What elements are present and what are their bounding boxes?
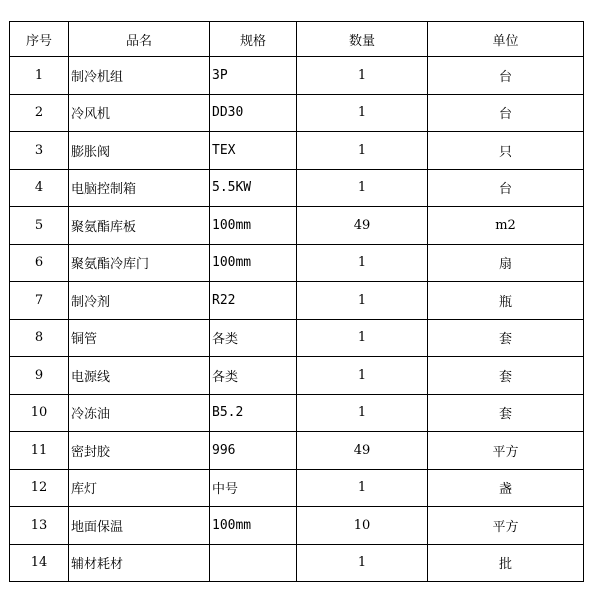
cell-product-name: 铜管 — [69, 319, 210, 357]
cell-quantity: 1 — [297, 394, 428, 432]
cell-unit: 台 — [428, 94, 584, 132]
header-unit: 单位 — [428, 22, 584, 57]
cell-specification: 5.5KW — [210, 169, 297, 207]
cell-product-name: 电源线 — [69, 357, 210, 395]
cell-unit: 瓶 — [428, 282, 584, 320]
cell-quantity: 1 — [297, 244, 428, 282]
table-row — [10, 357, 584, 395]
cell-serial-no: 7 — [10, 282, 69, 320]
cell-serial-no: 1 — [10, 57, 69, 95]
cell-product-name: 制冷剂 — [69, 282, 210, 320]
cell-serial-no: 2 — [10, 94, 69, 132]
cell-serial-no: 10 — [10, 394, 69, 432]
table-row — [10, 469, 584, 507]
cell-quantity: 1 — [297, 94, 428, 132]
header-serial-no: 序号 — [10, 22, 69, 57]
cell-product-name: 辅材耗材 — [69, 544, 210, 582]
table-row — [10, 319, 584, 357]
cell-specification — [210, 544, 297, 582]
cell-product-name: 电脑控制箱 — [69, 169, 210, 207]
cell-product-name: 密封胶 — [69, 432, 210, 470]
table-row — [10, 394, 584, 432]
header-row — [10, 22, 584, 57]
table-row — [10, 544, 584, 582]
cell-unit: 套 — [428, 319, 584, 357]
cell-serial-no: 12 — [10, 469, 69, 507]
header-specification: 规格 — [210, 22, 297, 57]
cell-quantity: 1 — [297, 544, 428, 582]
cell-product-name: 冷风机 — [69, 94, 210, 132]
cell-product-name: 库灯 — [69, 469, 210, 507]
cell-product-name: 制冷机组 — [69, 57, 210, 95]
cell-quantity: 1 — [297, 169, 428, 207]
cell-product-name: 地面保温 — [69, 507, 210, 545]
table-row — [10, 57, 584, 95]
header-quantity: 数量 — [297, 22, 428, 57]
table-body — [10, 57, 584, 582]
cell-unit: 平方 — [428, 507, 584, 545]
cell-unit: 盏 — [428, 469, 584, 507]
cell-unit: m2 — [428, 207, 584, 245]
cell-product-name: 聚氨酯库板 — [69, 207, 210, 245]
table-row — [10, 507, 584, 545]
equipment-list-table — [9, 21, 584, 582]
cell-serial-no: 5 — [10, 207, 69, 245]
cell-quantity: 1 — [297, 132, 428, 170]
table-row — [10, 132, 584, 170]
cell-specification: DD30 — [210, 94, 297, 132]
cell-serial-no: 4 — [10, 169, 69, 207]
cell-unit: 套 — [428, 394, 584, 432]
cell-quantity: 1 — [297, 282, 428, 320]
cell-specification: 中号 — [210, 469, 297, 507]
cell-quantity: 1 — [297, 319, 428, 357]
cell-specification: B5.2 — [210, 394, 297, 432]
cell-quantity: 49 — [297, 432, 428, 470]
cell-unit: 套 — [428, 357, 584, 395]
cell-specification: 996 — [210, 432, 297, 470]
cell-unit: 批 — [428, 544, 584, 582]
table-row — [10, 282, 584, 320]
cell-specification: R22 — [210, 282, 297, 320]
cell-product-name: 膨胀阀 — [69, 132, 210, 170]
cell-serial-no: 8 — [10, 319, 69, 357]
cell-quantity: 10 — [297, 507, 428, 545]
table-row — [10, 169, 584, 207]
table-row — [10, 432, 584, 470]
table-header — [10, 22, 584, 57]
cell-serial-no: 11 — [10, 432, 69, 470]
cell-serial-no: 13 — [10, 507, 69, 545]
cell-specification: 100mm — [210, 207, 297, 245]
table-row — [10, 207, 584, 245]
cell-specification: 各类 — [210, 319, 297, 357]
cell-quantity: 1 — [297, 469, 428, 507]
cell-product-name: 聚氨酯冷库门 — [69, 244, 210, 282]
cell-specification: 100mm — [210, 507, 297, 545]
table-row — [10, 94, 584, 132]
cell-unit: 只 — [428, 132, 584, 170]
cell-specification: TEX — [210, 132, 297, 170]
cell-specification: 100mm — [210, 244, 297, 282]
cell-unit: 台 — [428, 57, 584, 95]
cell-product-name: 冷冻油 — [69, 394, 210, 432]
cell-unit: 台 — [428, 169, 584, 207]
cell-specification: 3P — [210, 57, 297, 95]
header-product-name: 品名 — [69, 22, 210, 57]
cell-serial-no: 9 — [10, 357, 69, 395]
cell-unit: 扇 — [428, 244, 584, 282]
cell-quantity: 1 — [297, 57, 428, 95]
cell-quantity: 49 — [297, 207, 428, 245]
cell-quantity: 1 — [297, 357, 428, 395]
cell-specification: 各类 — [210, 357, 297, 395]
cell-serial-no: 3 — [10, 132, 69, 170]
cell-serial-no: 14 — [10, 544, 69, 582]
cell-unit: 平方 — [428, 432, 584, 470]
cell-serial-no: 6 — [10, 244, 69, 282]
table-row — [10, 244, 584, 282]
